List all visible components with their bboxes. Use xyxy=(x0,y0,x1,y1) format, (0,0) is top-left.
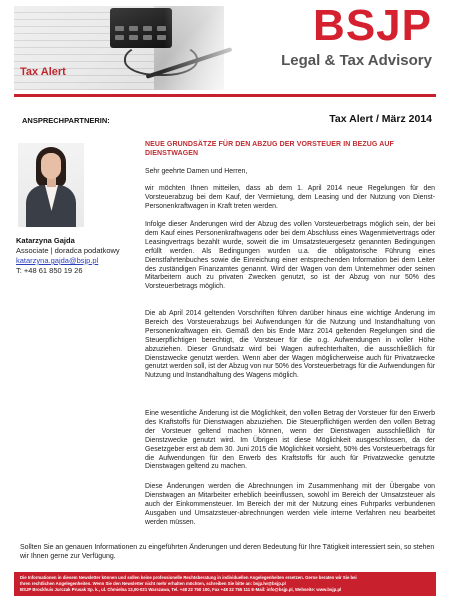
paragraph: Infolge dieser Änderungen wird der Abzug des vollen Vorsteuerbetrags möglich sein, der bei dem Kauf eines Personenkraftwagens oder bei dem Abschluss eines Wagenmietvertrags oder Leasingvertrags bezahlt wurde, soweit die im Umsatzsteuergesetz genannten Bedingungen erfüllt werden. Als Bedingungen wurden u.a. die obligatorische Führung eines Dienstfahrtenbuches sowie die Einreichung einer entsprechenden Information bei dem Leiter des zuständigen Finanzamtes genannt. Wird der Wagen von dem Unternehmer oder seinen Mitarbeitern auch zu privaten Zwecken genutzt, so ist der Abzug von nur 50% des Vorsteuerbetrags möglich. xyxy=(145,221,435,291)
footer-unsubscribe: Ihren rechtlichen Angelegenheiten. Wenn Sie den Newsletter nicht mehr erhalten möchten, schreiben Sie bitte an: bsjp.lw@bsjp.pl xyxy=(20,581,286,586)
footer-bar xyxy=(14,572,436,596)
footer-address: BSJP Brockhuis Jurczak Prusak Sp. k., ul. Chmielna 13,00-021 Warszawa, Tel. +48 22 750 100, Fax +48 22 755 111 E-Mail: info@bsjp.pl, Webseite: www.bsjp.pl xyxy=(20,587,342,592)
contact-phone: T: +48 61 850 19 26 xyxy=(16,266,83,275)
contact-name: Katarzyna Gajda xyxy=(16,236,75,245)
paragraph: wir möchten Ihnen mitteilen, dass ab dem 1. April 2014 neue Regelungen für den Vorsteuerabzug bei dem Kauf, der Vermietung, dem Leasing und der Nutzung von Dienst-Personenkraftwagen in Kraft treten werden. xyxy=(145,185,435,210)
contact-role: Associate | doradca podatkowy xyxy=(16,246,120,255)
paragraph: Diese Änderungen werden die Abrechnungen im Zusammenhang mit der Übergabe von Dienstwagen an Mitarbeiter erheblich beeinflussen, sowohl im Bereich der Umsatzsteuer als auch der Einkommensteuer. Im Bereich der mit der Nutzung eines Fuhrparks verbundenen Ausgaben und Umsatzsteuer-abrechnungen werden viele interne Verfahren neu bearbeitet werden müssen. xyxy=(145,483,435,526)
issue-title: Tax Alert / März 2014 xyxy=(329,113,432,125)
contact-portrait xyxy=(18,143,84,227)
brand-subtitle: Legal & Tax Advisory xyxy=(281,52,432,69)
contact-label: ANSPRECHPARTNERIN: xyxy=(22,116,110,125)
paragraph: Die ab April 2014 geltenden Vorschriften führen darüber hinaus eine wichtige Änderung im Bereich des Vorsteuerabzugs bei Aufwendungen für die Nutzung und Instandhaltung von Personenkraftwagen ein. Gemäß den bis Ende März 2014 geltenden Regelungen sind die Steuerpflichtigen berechtigt, die Vorsteuer für die o.g. Aufwendungen in voller Höhe abzuziehen. Dieser Grundsatz wird bei Wagen aufrechterhalten, die ausschließlich für Dienstzwecke genutzt werden. Wenn aber der Wagen möglicherweise auch für Privatzwecke genutzt werden soll, ist der Abzug von nur 50% des Vorsteuerbetrags für die Aufwendungen für Nutzung und Instandhaltung des Wagens möglich. xyxy=(145,310,435,380)
brand-logo: BSJP xyxy=(313,1,432,50)
article-headline: NEUE GRUNDSÄTZE FÜR DEN ABZUG DER VORSTEUER IN BEZUG AUF DIENSTWAGEN xyxy=(145,141,394,157)
header-divider xyxy=(14,94,436,97)
footer-disclaimer: Die Informationen in diesem Newsletter können und sollen keine professionelle Rechtsberatung in individuellen Angelegenheiten ersetzen. Gerne beraten wir Sie bei xyxy=(20,575,357,580)
paragraph: Eine wesentliche Änderung ist die Möglichkeit, den vollen Betrag der Vorsteuer für den Erwerb des Kraftstoffs für Dienstwagen abzuziehen. Die Steuerpflichtigen werden den vollen Betrag der Vorsteuer geltend machen können, wenn der Dienstwagen ausschließlich für Dienstzwecke genutzt wird. Im Übrigen ist diese Möglichkeit ausgeschlossen, da der Gesetzgeber erst ab dem 30. Juni 2015 die Möglichkeit vorsieht, 50% des Vorsteuerbetrags für die Aufwendungen für den Erwerb des Kraftstoffs für auch für Privatzwecke genutzte Dienstwagen geltend zu machen. xyxy=(145,410,435,471)
salutation: Sehr geehrte Damen und Herren, xyxy=(145,168,248,175)
tax-alert-tag: Tax Alert xyxy=(20,66,66,78)
contact-email-link[interactable]: katarzyna.gajda@bsjp.pl xyxy=(16,256,99,265)
banner-fade xyxy=(164,6,254,90)
closing-text: Sollten Sie an genauen Informationen zu eingeführten Änderungen und deren Bedeutung für Ihre Tätigkeit interessiert sein, so stehen wir Ihnen gerne zur Verfügung. xyxy=(20,544,435,560)
